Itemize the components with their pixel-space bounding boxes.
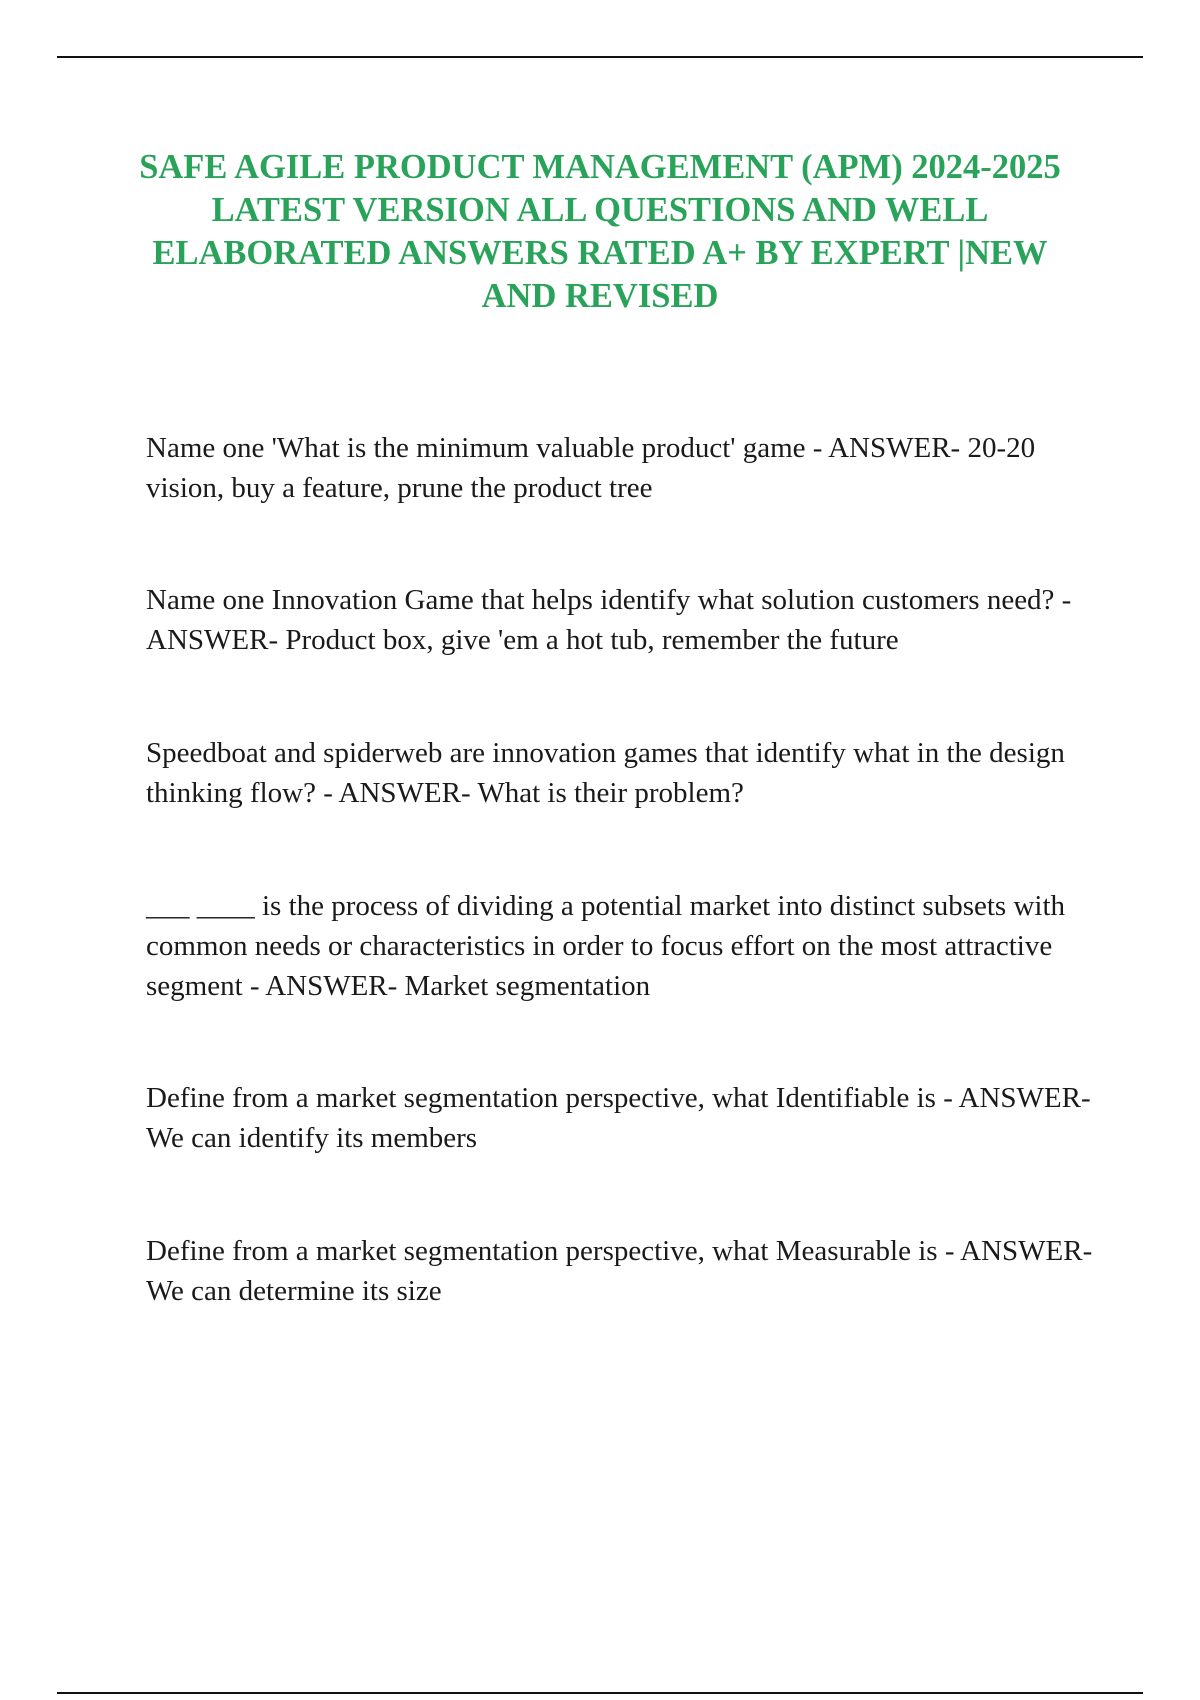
qa-item-1: Name one 'What is the minimum valuable product' game - ANSWER- 20-20 vision, buy a feature, prune the product tree — [146, 432, 1036, 504]
qa-item-3: Speedboat and spiderweb are innovation games that identify what in the design thinking flow? - ANSWER- What is their problem? — [146, 737, 1065, 809]
qa-item-2: Name one Innovation Game that helps identify what solution customers need? - ANSWER- Product box, give 'em a hot tub, remember the future — [146, 584, 1072, 656]
top-rule — [57, 56, 1143, 58]
qa-item-4: ___ ____ is the process of dividing a potential market into distinct subsets with common needs or characteristics in order to focus effort on the most attractive segment - ANSWER- Market segmentation — [146, 890, 1066, 1002]
qa-item-5: Define from a market segmentation perspective, what Identifiable is - ANSWER- We can identify its members — [146, 1082, 1091, 1154]
document-title: SAFE AGILE PRODUCT MANAGEMENT (APM) 2024-2025 LATEST VERSION ALL QUESTIONS AND WELL ELABORATED ANSWERS RATED A+ BY EXPERT |NEW AND REVISED — [139, 148, 1061, 315]
qa-item-6: Define from a market segmentation perspective, what Measurable is - ANSWER- We can determine its size — [146, 1235, 1093, 1307]
bottom-rule — [57, 1692, 1143, 1694]
